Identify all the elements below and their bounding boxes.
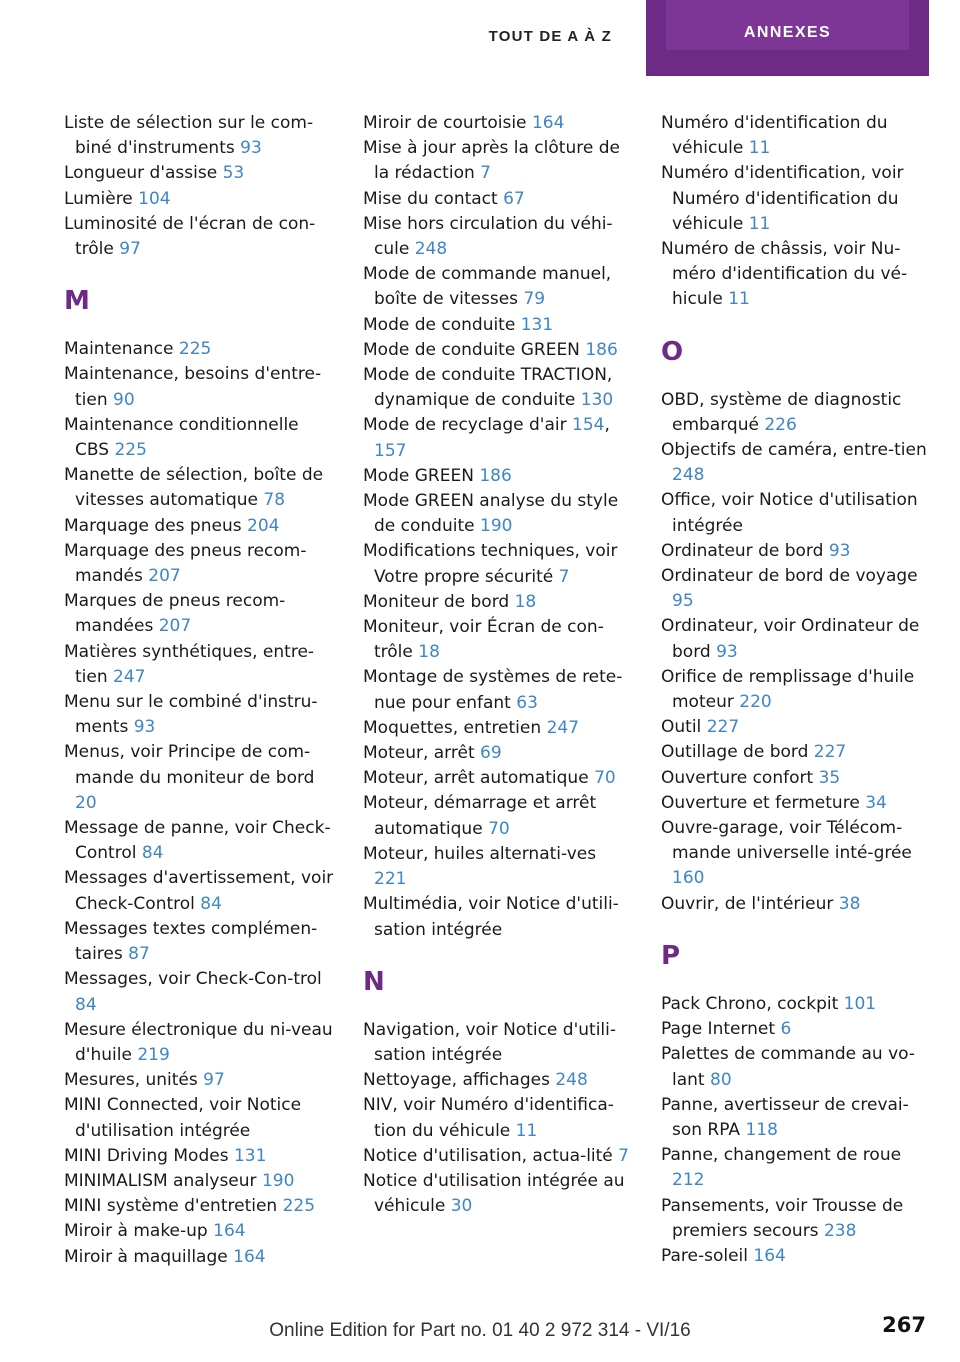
index-entry (64, 161, 334, 186)
index-entry (661, 992, 933, 1017)
index-entry (64, 816, 334, 866)
index-term: Marques de pneus recom-mandées (64, 591, 286, 637)
page-number: 267 (882, 1313, 926, 1337)
index-entry (661, 816, 933, 892)
page-link[interactable]: 38 (838, 893, 861, 914)
index-term: Ouverture confort (661, 767, 814, 788)
index-entry (661, 1017, 933, 1042)
index-entry (661, 1194, 933, 1244)
index-term: Moquettes, entretien (363, 717, 542, 738)
index-entry (64, 917, 334, 967)
index-term: Ouvrir, de l'intérieur (661, 893, 834, 914)
index-entry (363, 842, 633, 892)
index-column-1 (64, 111, 334, 1270)
index-term: Mode GREEN analyse du style de conduite (363, 491, 619, 537)
index-entry (64, 1144, 334, 1169)
index-term: MINIMALISM analyseur (64, 1170, 257, 1191)
index-letter-heading: P (661, 940, 681, 971)
index-entry (661, 665, 933, 715)
page-link[interactable]: 130 (580, 390, 614, 411)
index-term: Lumière (64, 188, 133, 209)
index-column-2 (363, 111, 633, 1219)
page-link[interactable]: 164 (233, 1246, 266, 1267)
index-letter-heading: M (64, 286, 90, 317)
page-link[interactable]: 53 (222, 163, 245, 184)
page-link[interactable]: 227 (813, 742, 847, 763)
index-entry (661, 1093, 933, 1143)
page-link[interactable]: 207 (158, 616, 192, 637)
index-entry (64, 1169, 334, 1194)
index-term: Mode de recyclage d'air (363, 415, 567, 436)
page-link[interactable]: 78 (263, 490, 286, 511)
index-term: Mesure électronique du ni-veau d'huile (64, 1019, 333, 1065)
index-term: Page Internet (661, 1019, 776, 1040)
index-term: Mode de conduite GREEN (363, 339, 580, 360)
index-term: Palettes de commande au vo-lant (661, 1044, 916, 1090)
index-entry (661, 614, 933, 664)
index-entry (363, 464, 633, 489)
index-term: Orifice de remplissage d'huile moteur (661, 666, 915, 713)
page-link[interactable]: 186 (585, 339, 618, 360)
page-link[interactable]: 7 (618, 1145, 629, 1166)
index-term: Modifications techniques, voir Votre propre sécurité (363, 541, 618, 587)
index-term: MINI système d'entretien (64, 1196, 278, 1217)
index-term: Messages d'avertissement, voir Check-Control (64, 868, 334, 914)
index-term: MINI Driving Modes (64, 1145, 229, 1166)
index-entry (661, 438, 933, 488)
index-term: MINI Connected, voir Notice d'utilisation intégrée (64, 1095, 302, 1141)
page-link[interactable]: 11 (515, 1120, 538, 1141)
index-entry (64, 413, 334, 463)
index-entry (661, 488, 933, 538)
index-term: Office, voir Notice d'utilisation intégrée (661, 490, 918, 536)
index-entry (661, 791, 933, 816)
index-term: Numéro d'identification du véhicule (661, 113, 888, 159)
index-entry (64, 1068, 334, 1093)
page-link[interactable]: 79 (523, 289, 546, 310)
page-link[interactable]: 226 (764, 414, 797, 435)
index-term: Marquage des pneus (64, 515, 242, 536)
page-link[interactable]: 225 (114, 440, 147, 461)
page-link[interactable]: 67 (503, 188, 525, 209)
index-term: Panne, avertisseur de crevai-son RPA (661, 1094, 909, 1140)
index-column-3 (661, 111, 933, 1269)
index-term: Mode de conduite (363, 314, 516, 335)
page-link[interactable]: 227 (706, 717, 740, 738)
index-entry (363, 136, 633, 186)
index-term: Liste de sélection sur le com-biné d'instruments (64, 113, 314, 159)
index-entry (363, 665, 633, 715)
index-entry (64, 539, 334, 589)
index-term: Outillage de bord (661, 742, 809, 763)
index-term: Mise à jour après la clôture de la rédaction (363, 138, 620, 184)
page-link[interactable]: 248 (672, 465, 705, 486)
index-term: Nettoyage, affichages (363, 1070, 550, 1091)
index-term: Montage de systèmes de rete-nue pour enfant (363, 667, 623, 713)
page-link[interactable]: 118 (745, 1119, 778, 1140)
page-link[interactable]: 131 (520, 314, 554, 335)
index-term: Marquage des pneus recom-mandés (64, 540, 307, 587)
page-link[interactable]: 93 (716, 641, 738, 662)
index-entry (363, 1093, 633, 1143)
index-entry (64, 1245, 334, 1270)
index-entry (661, 766, 933, 791)
index-entry (64, 212, 334, 262)
index-term: Messages textes complémen-taires (64, 918, 318, 965)
page-link[interactable]: 247 (546, 717, 580, 738)
index-entry: Mode de recyclage d'air 154, 157 (363, 415, 610, 461)
index-entry (363, 111, 633, 136)
index-term: Mode de commande manuel, boîte de vitesses (363, 264, 612, 310)
index-entry (661, 740, 933, 765)
page-link[interactable]: 190 (261, 1170, 295, 1191)
page-link[interactable]: 190 (480, 516, 513, 537)
page-link[interactable]: 34 (865, 792, 887, 813)
page-link[interactable]: 87 (128, 944, 150, 965)
index-term: Luminosité de l'écran de con-trôle (64, 213, 316, 260)
page-link[interactable]: 93 (828, 540, 851, 561)
page-link[interactable]: 80 (710, 1069, 732, 1090)
index-term: Panne, changement de roue (661, 1145, 902, 1166)
index-entry (661, 1244, 933, 1269)
index-term: Notice d'utilisation intégrée au véhicule (363, 1170, 625, 1217)
index-entry (64, 187, 334, 212)
index-term: Miroir à maquillage (64, 1246, 228, 1267)
index-entry (64, 1194, 334, 1219)
index-entry (661, 388, 933, 438)
index-term: Moteur, arrêt (363, 743, 475, 764)
page-link[interactable]: 186 (479, 465, 512, 486)
page-link[interactable]: 70 (488, 818, 510, 839)
page-link[interactable]: 95 (672, 591, 694, 612)
index-term: Moteur, arrêt automatique (363, 768, 589, 789)
section-title: TOUT DE A À Z (488, 28, 612, 45)
index-term: Mode GREEN (363, 465, 474, 486)
index-entry (64, 337, 334, 362)
page-link[interactable]: 18 (418, 642, 440, 663)
index-term: Message de panne, voir Check-Control (64, 818, 331, 864)
index-entry (661, 237, 933, 313)
index-term: Miroir à make-up (64, 1221, 208, 1242)
index-term: Menus, voir Principe de com-mande du moniteur de bord (64, 742, 315, 788)
page-link[interactable]: 6 (780, 1019, 792, 1040)
page-link[interactable]: 221 (374, 869, 407, 890)
index-entry (363, 741, 633, 766)
index-entry (64, 362, 334, 412)
index-entry (64, 967, 334, 1017)
page-link[interactable]: 93 (133, 717, 156, 738)
index-term: Outil (661, 717, 702, 738)
index-term: Moteur, démarrage et arrêt automatique (363, 793, 597, 839)
index-letter-heading: O (661, 336, 684, 367)
index-term: OBD, système de diagnostic embarqué (661, 389, 902, 435)
index-term: Mise du contact (363, 188, 498, 209)
page-link[interactable]: 157 (374, 440, 407, 461)
index-term: Ouvre-garage, voir Télécom-mande universelle inté-grée (661, 818, 912, 864)
index-entry (363, 1144, 633, 1169)
index-entry (661, 111, 933, 161)
page-link[interactable]: 69 (480, 743, 502, 764)
index-term: Ordinateur de bord de voyage (661, 566, 918, 587)
index-term: Messages, voir Check-Con-trol (64, 969, 322, 990)
index-entry (64, 1219, 334, 1244)
page-link[interactable]: 164 (753, 1245, 786, 1266)
page-link[interactable]: 164 (213, 1221, 246, 1242)
page-link[interactable]: 225 (282, 1196, 316, 1217)
index-entry (363, 716, 633, 741)
index-letter-heading: N (363, 966, 385, 997)
page-link[interactable]: 18 (514, 591, 537, 612)
page-link[interactable]: 164 (531, 113, 565, 133)
index-entry (363, 791, 633, 841)
page-link[interactable]: 20 (75, 792, 97, 813)
page-link[interactable]: 84 (75, 994, 97, 1015)
chapter-tab[interactable] (646, 0, 929, 76)
index-entry (363, 187, 633, 212)
index-entry (661, 161, 933, 237)
index-term: Notice d'utilisation, actua-lité (363, 1145, 613, 1166)
page-link[interactable]: 63 (516, 692, 538, 713)
index-entry (64, 866, 334, 916)
page-link[interactable]: 247 (113, 666, 146, 687)
index-entry (363, 1018, 633, 1068)
index-term: Numéro de châssis, voir Nu-méro d'identification du vé-hicule (661, 239, 908, 310)
page-link[interactable]: 93 (240, 138, 262, 159)
index-entry (64, 463, 334, 513)
index-entry (363, 892, 633, 942)
index-entry (363, 590, 633, 615)
index-entry (661, 564, 933, 614)
index-entry (64, 514, 334, 539)
index-term: Pansements, voir Trousse de premiers secours (661, 1195, 904, 1241)
index-entry (363, 539, 633, 589)
page-link[interactable]: 11 (748, 138, 771, 159)
index-term: Matières synthétiques, entre-tien (64, 641, 315, 687)
index-entry (64, 640, 334, 690)
page-link[interactable]: 104 (138, 188, 171, 209)
index-entry (64, 111, 334, 161)
index-entry (661, 539, 933, 564)
page-link[interactable]: 160 (672, 868, 705, 889)
index-term: Maintenance conditionnelle CBS (64, 414, 299, 461)
page-link[interactable]: 220 (739, 692, 772, 713)
page-link[interactable]: 101 (843, 993, 877, 1014)
index-entry (64, 1093, 334, 1143)
index-term: Pare-soleil (661, 1245, 749, 1266)
index-entry (64, 690, 334, 740)
page-link[interactable]: 7 (558, 566, 570, 587)
index-entry (363, 1169, 633, 1219)
index-entry (363, 363, 633, 413)
index-entry (64, 1018, 334, 1068)
index-entry (661, 1143, 933, 1193)
index-term: Pack Chrono, cockpit (661, 993, 839, 1014)
index-term: Mise hors circulation du véhi-cule (363, 213, 613, 260)
index-term: Longueur d'assise (64, 163, 218, 184)
index-term: Ordinateur, voir Ordinateur de bord (661, 616, 920, 662)
page-link[interactable]: 219 (137, 1044, 170, 1065)
footer-edition: Online Edition for Part no. 01 40 2 972 314 - VI/16 (269, 1320, 691, 1341)
page-link[interactable]: 238 (823, 1220, 857, 1241)
index-term: Miroir de courtoisie (363, 113, 527, 133)
index-entry (363, 1068, 633, 1093)
index-term: Maintenance, besoins d'entre-tien (64, 364, 322, 410)
page-link[interactable]: 204 (247, 515, 280, 536)
index-term: Moteur, huiles alternati-ves (363, 843, 597, 864)
index-entry (363, 212, 633, 262)
index-term: Ordinateur de bord (661, 540, 824, 561)
index-term: Multimédia, voir Notice d'utili-sation intégrée (363, 894, 619, 940)
page-link[interactable]: 154 (572, 415, 605, 436)
page-link[interactable]: 70 (594, 768, 616, 789)
page-link[interactable]: 11 (728, 289, 750, 310)
index-term: Objectifs de caméra, entre-tien (661, 440, 927, 461)
index-term: Manette de sélection, boîte de vitesses automatique (64, 465, 324, 511)
index-term: Navigation, voir Notice d'utili-sation intégrée (363, 1019, 616, 1065)
index-term: Mesures, unités (64, 1070, 198, 1091)
page-link[interactable]: 97 (119, 239, 141, 260)
page-link[interactable]: 11 (748, 213, 771, 234)
page-link[interactable]: 35 (818, 767, 841, 788)
page-link[interactable]: 84 (200, 893, 222, 914)
index-entry (661, 1042, 933, 1092)
index-entry (363, 615, 633, 665)
page-link[interactable]: 84 (141, 843, 164, 864)
index-term: Maintenance (64, 339, 174, 360)
page-link[interactable]: 7 (480, 163, 491, 184)
page-link[interactable]: 30 (450, 1196, 473, 1217)
page-link[interactable]: 131 (233, 1145, 267, 1166)
index-term: Numéro d'identification, voir Numéro d'identification du véhicule (661, 163, 904, 234)
page-link[interactable]: 207 (148, 566, 181, 587)
index-term: Moniteur, voir Écran de con-trôle (363, 617, 604, 663)
index-term: Mode de conduite TRACTION, dynamique de conduite (363, 365, 613, 411)
page-link[interactable]: 90 (113, 389, 135, 410)
index-term: Moniteur de bord (363, 591, 510, 612)
index-term: Menu sur le combiné d'instru-ments (64, 692, 318, 738)
index-entry (363, 313, 633, 338)
chapter-tab-label: ANNEXES (743, 24, 832, 41)
index-entry (661, 892, 933, 917)
index-entry (363, 338, 633, 363)
page-link[interactable]: 248 (555, 1070, 588, 1091)
index-entry (64, 589, 334, 639)
page-link[interactable]: 97 (203, 1070, 225, 1091)
index-entry (661, 715, 933, 740)
page-link[interactable]: 248 (414, 239, 448, 260)
page-link[interactable]: 212 (672, 1170, 705, 1191)
index-entry (363, 262, 633, 312)
index-entry (363, 489, 633, 539)
index-term: Ouverture et fermeture (661, 792, 860, 813)
index-entry (64, 740, 334, 816)
index-term: NIV, voir Numéro d'identifica-tion du véhicule (363, 1095, 614, 1141)
page-link[interactable]: 225 (178, 339, 212, 360)
index-entry (363, 766, 633, 791)
